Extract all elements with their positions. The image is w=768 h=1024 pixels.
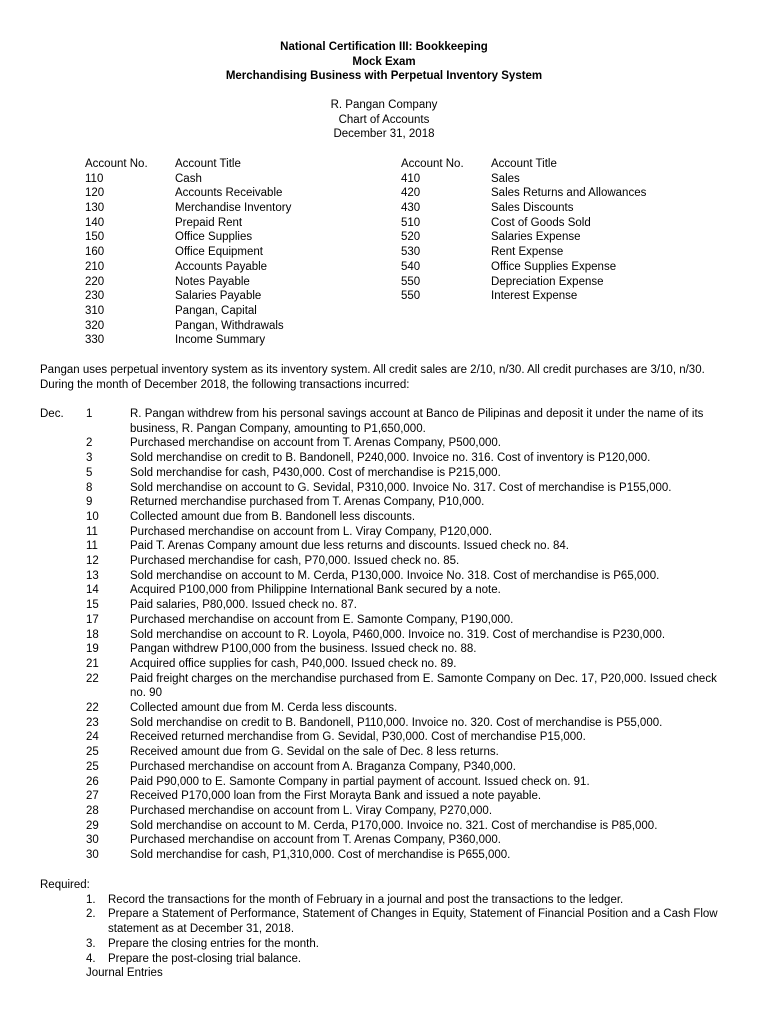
account-number: 160 bbox=[85, 246, 105, 259]
document-title: Chart of Accounts bbox=[338, 113, 430, 126]
coa-row bbox=[401, 186, 721, 201]
coa-header-no: Account No. bbox=[401, 158, 464, 170]
transaction-day: 26 bbox=[86, 775, 99, 788]
coa-row bbox=[85, 216, 405, 231]
transaction-row bbox=[40, 598, 730, 613]
coa-row bbox=[85, 289, 405, 304]
transaction-row bbox=[40, 819, 730, 834]
coa-row bbox=[85, 186, 405, 201]
header-line-3: Merchandising Business with Perpetual Inventory System bbox=[225, 70, 543, 83]
transaction-text: R. Pangan withdrew from his personal savings account at Banco de Pilipinas and deposit it under the name of its business, R. Pangan Company, amounting to P1,650,000. bbox=[130, 408, 704, 435]
required-item-text: Prepare the post-closing trial balance. bbox=[108, 952, 302, 965]
transaction-row bbox=[40, 569, 730, 584]
account-title: Office Supplies Expense bbox=[491, 260, 617, 273]
account-title: Notes Payable bbox=[175, 275, 250, 288]
account-title: Rent Expense bbox=[491, 246, 564, 259]
coa-header-row bbox=[85, 157, 405, 172]
transaction-month bbox=[40, 804, 86, 819]
coa-header-title: Account Title bbox=[491, 158, 557, 170]
account-title: Salaries Payable bbox=[175, 290, 262, 303]
transaction-month bbox=[40, 451, 86, 466]
journal-entries-heading: Journal Entries bbox=[86, 967, 163, 980]
transaction-day: 23 bbox=[86, 716, 99, 729]
transaction-row bbox=[40, 716, 730, 731]
transaction-text: Paid T. Arenas Company amount due less returns and discounts. Issued check no. 84. bbox=[130, 540, 569, 553]
transaction-text: Received returned merchandise from G. Sevidal, P30,000. Cost of merchandise P15,000. bbox=[130, 731, 586, 744]
transaction-month bbox=[40, 613, 86, 628]
transaction-text: Sold merchandise on credit to B. Bandonell, P240,000. Invoice no. 316. Cost of inventory is P120,000. bbox=[130, 452, 651, 465]
transaction-text: Pangan withdrew P100,000 from the business. Issued check no. 88. bbox=[130, 643, 477, 656]
transaction-text: Purchased merchandise on account from T. Arenas Company, P500,000. bbox=[130, 437, 501, 450]
coa-row bbox=[401, 289, 721, 304]
required-item-number: 3. bbox=[86, 937, 96, 950]
transaction-day: 25 bbox=[86, 746, 99, 759]
transaction-month bbox=[40, 848, 86, 863]
transaction-row bbox=[40, 760, 730, 775]
account-number: 130 bbox=[85, 202, 105, 215]
transaction-row bbox=[40, 745, 730, 760]
transaction-row bbox=[40, 583, 730, 598]
required-item bbox=[86, 893, 730, 908]
coa-row bbox=[401, 275, 721, 290]
intro-paragraph: Pangan uses perpetual inventory system as its inventory system. All credit sales are 2/10, n/30. All credit purchases are 3/10, n/30. During the month of December 2018, the following transactions incurred: bbox=[40, 364, 705, 391]
transaction-text: Collected amount due from B. Bandonell less discounts. bbox=[130, 510, 416, 523]
transaction-row bbox=[40, 539, 730, 554]
transaction-month bbox=[40, 789, 86, 804]
transaction-text: Acquired P100,000 from Philippine International Bank secured by a note. bbox=[130, 584, 501, 597]
account-number: 310 bbox=[85, 304, 105, 317]
account-number: 140 bbox=[85, 216, 105, 229]
transaction-text: Purchased merchandise on account from L. Viray Company, P120,000. bbox=[130, 525, 493, 538]
transaction-month bbox=[40, 628, 86, 643]
transaction-month bbox=[40, 657, 86, 672]
transaction-day: 11 bbox=[86, 540, 98, 553]
required-item bbox=[86, 937, 730, 952]
transaction-month bbox=[40, 495, 86, 510]
company-name: R. Pangan Company bbox=[330, 99, 438, 111]
transaction-row bbox=[40, 510, 730, 525]
transaction-day: 9 bbox=[86, 496, 93, 509]
coa-row bbox=[85, 275, 405, 290]
transaction-month bbox=[40, 583, 86, 598]
account-title: Sales Returns and Allowances bbox=[491, 187, 647, 200]
transaction-text: Collected amount due from M. Cerda less discounts. bbox=[130, 702, 398, 715]
transaction-text: Sold merchandise on credit to B. Bandonell, P110,000. Invoice no. 320. Cost of merchandise is P55,000. bbox=[130, 716, 663, 729]
transaction-row bbox=[40, 730, 730, 745]
transaction-text: Paid P90,000 to E. Samonte Company in partial payment of account. Issued check on. 91. bbox=[130, 775, 590, 788]
account-number: 530 bbox=[401, 246, 421, 259]
transaction-month bbox=[40, 436, 86, 451]
transaction-text: Returned merchandise purchased from T. Arenas Company, P10,000. bbox=[130, 496, 485, 509]
transaction-month bbox=[40, 819, 86, 834]
account-number: 550 bbox=[401, 275, 421, 288]
required-item-text: Prepare the closing entries for the month. bbox=[108, 937, 319, 950]
transaction-row bbox=[40, 672, 730, 701]
account-number: 210 bbox=[85, 260, 105, 273]
transaction-row bbox=[40, 481, 730, 496]
transaction-row bbox=[40, 657, 730, 672]
account-title: Merchandise Inventory bbox=[175, 202, 292, 215]
account-number: 230 bbox=[85, 290, 105, 303]
transaction-row bbox=[40, 525, 730, 540]
account-number: 320 bbox=[85, 319, 105, 332]
account-title: Pangan, Withdrawals bbox=[175, 319, 284, 332]
transaction-text: Sold merchandise on account to G. Sevidal, P310,000. Invoice No. 317. Cost of merchandise is P155,000. bbox=[130, 481, 672, 494]
transaction-text: Paid salaries, P80,000. Issued check no. 87. bbox=[130, 599, 357, 612]
required-item-number: 4. bbox=[86, 952, 96, 965]
transaction-row bbox=[40, 775, 730, 790]
transaction-row bbox=[40, 701, 730, 716]
transaction-month bbox=[40, 672, 86, 701]
transaction-day: 28 bbox=[86, 804, 99, 817]
transaction-row bbox=[40, 804, 730, 819]
transaction-text: Purchased merchandise on account from T. Arenas Company, P360,000. bbox=[130, 834, 501, 847]
transaction-text: Purchased merchandise on account from L. Viray Company, P270,000. bbox=[130, 804, 493, 817]
transaction-row bbox=[40, 833, 730, 848]
required-item-text: Prepare a Statement of Performance, Statement of Changes in Equity, Statement of Financial Position and a Cash Flow statement as at December 31, 2018. bbox=[108, 908, 718, 936]
account-title: Prepaid Rent bbox=[175, 216, 243, 229]
coa-header-row bbox=[401, 157, 721, 172]
transaction-text: Received P170,000 loan from the First Morayta Bank and issued a note payable. bbox=[130, 790, 542, 803]
transaction-text: Sold merchandise for cash, P1,310,000. Cost of merchandise is P655,000. bbox=[130, 849, 511, 862]
transaction-day: 12 bbox=[86, 555, 99, 568]
transaction-row bbox=[40, 495, 730, 510]
account-number: 420 bbox=[401, 187, 421, 200]
transaction-day: 15 bbox=[86, 599, 99, 612]
account-number: 120 bbox=[85, 187, 105, 200]
transaction-month bbox=[40, 525, 86, 540]
coa-row bbox=[401, 260, 721, 275]
transaction-month bbox=[40, 569, 86, 584]
transaction-day: 29 bbox=[86, 819, 99, 832]
transaction-text: Sold merchandise on account to M. Cerda, P130,000. Invoice No. 318. Cost of merchandise is P65,000. bbox=[130, 569, 660, 582]
account-title: Salaries Expense bbox=[491, 231, 581, 244]
account-number: 330 bbox=[85, 334, 105, 347]
coa-header-no: Account No. bbox=[85, 158, 148, 170]
transaction-month bbox=[40, 760, 86, 775]
transaction-month bbox=[40, 833, 86, 848]
document-date: December 31, 2018 bbox=[333, 128, 435, 141]
transaction-day: 22 bbox=[86, 672, 99, 685]
account-number: 430 bbox=[401, 202, 421, 215]
transaction-month: Dec. bbox=[40, 408, 64, 420]
transaction-month bbox=[40, 730, 86, 745]
transaction-month bbox=[40, 716, 86, 731]
required-section bbox=[40, 878, 730, 981]
account-title: Office Supplies bbox=[175, 231, 253, 244]
transaction-month bbox=[40, 539, 86, 554]
transaction-month bbox=[40, 554, 86, 569]
account-number: 510 bbox=[401, 216, 421, 229]
transaction-day: 14 bbox=[86, 584, 99, 597]
transaction-day: 24 bbox=[86, 731, 99, 744]
transaction-text: Purchased merchandise on account from A. Braganza Company, P340,000. bbox=[130, 760, 516, 773]
company-heading bbox=[0, 98, 768, 142]
account-title: Cash bbox=[175, 172, 202, 185]
transaction-row bbox=[40, 613, 730, 628]
transaction-row bbox=[40, 848, 730, 863]
transaction-text: Acquired office supplies for cash, P40,000. Issued check no. 89. bbox=[130, 657, 457, 670]
transaction-day: 1 bbox=[86, 408, 93, 420]
account-number: 540 bbox=[401, 260, 421, 273]
required-item-number: 1. bbox=[86, 893, 96, 906]
required-item bbox=[86, 907, 730, 936]
transaction-text: Purchased merchandise for cash, P70,000. Issued check no. 85. bbox=[130, 555, 460, 568]
account-number: 220 bbox=[85, 275, 105, 288]
coa-row bbox=[401, 230, 721, 245]
transaction-month bbox=[40, 598, 86, 613]
coa-row bbox=[85, 319, 405, 334]
account-title: Accounts Payable bbox=[175, 260, 268, 273]
transaction-day: 25 bbox=[86, 760, 99, 773]
transaction-list bbox=[40, 407, 730, 863]
coa-row bbox=[401, 172, 721, 187]
required-label: Required: bbox=[40, 879, 90, 891]
transaction-text: Paid freight charges on the merchandise purchased from E. Samonte Company on Dec. 17, P20,000. Issued check no. 90 bbox=[130, 672, 717, 700]
coa-row bbox=[85, 304, 405, 319]
transaction-text: Sold merchandise for cash, P430,000. Cost of merchandise is P215,000. bbox=[130, 466, 501, 479]
transaction-month bbox=[40, 775, 86, 790]
account-title: Accounts Receivable bbox=[175, 187, 283, 200]
transaction-month bbox=[40, 701, 86, 716]
required-item-number: 2. bbox=[86, 908, 96, 921]
transaction-day: 13 bbox=[86, 569, 99, 582]
coa-row bbox=[85, 245, 405, 260]
account-title: Office Equipment bbox=[175, 246, 264, 259]
transaction-day: 11 bbox=[86, 525, 98, 538]
header-line-1: National Certification III: Bookkeeping bbox=[280, 41, 488, 53]
required-item bbox=[86, 952, 730, 967]
transaction-month bbox=[40, 642, 86, 657]
required-item-text: Record the transactions for the month of February in a journal and post the transactions to the ledger. bbox=[108, 893, 624, 906]
transaction-day: 3 bbox=[86, 452, 93, 465]
transaction-month bbox=[40, 481, 86, 496]
coa-row bbox=[401, 216, 721, 231]
transaction-text: Received amount due from G. Sevidal on the sale of Dec. 8 less returns. bbox=[130, 746, 499, 759]
account-number: 150 bbox=[85, 231, 105, 244]
transaction-text: Sold merchandise on account to M. Cerda, P170,000. Invoice no. 321. Cost of merchandise is P85,000. bbox=[130, 819, 658, 832]
transaction-text: Purchased merchandise on account from E. Samonte Company, P190,000. bbox=[130, 613, 514, 626]
transaction-day: 21 bbox=[86, 657, 99, 670]
transaction-row bbox=[40, 628, 730, 643]
transaction-row bbox=[40, 451, 730, 466]
transaction-day: 30 bbox=[86, 849, 99, 862]
transaction-text: Sold merchandise on account to R. Loyola, P460,000. Invoice no. 319. Cost of merchandise is P230,000. bbox=[130, 628, 666, 641]
account-title: Depreciation Expense bbox=[491, 275, 604, 288]
transaction-row bbox=[40, 436, 730, 451]
account-number: 110 bbox=[85, 172, 104, 185]
transaction-month bbox=[40, 510, 86, 525]
transaction-row bbox=[40, 554, 730, 569]
transaction-day: 5 bbox=[86, 466, 93, 479]
chart-of-accounts-left bbox=[85, 157, 405, 348]
account-title: Income Summary bbox=[175, 334, 266, 347]
transaction-day: 2 bbox=[86, 437, 93, 450]
coa-row bbox=[85, 333, 405, 348]
coa-row bbox=[401, 245, 721, 260]
transaction-day: 30 bbox=[86, 834, 99, 847]
account-number: 410 bbox=[401, 172, 421, 185]
transaction-day: 19 bbox=[86, 643, 99, 656]
account-title: Sales Discounts bbox=[491, 202, 574, 215]
account-title: Interest Expense bbox=[491, 290, 578, 303]
transaction-day: 8 bbox=[86, 481, 93, 494]
account-title: Sales bbox=[491, 172, 520, 185]
transaction-day: 10 bbox=[86, 510, 99, 523]
transaction-row bbox=[40, 407, 730, 436]
account-title: Pangan, Capital bbox=[175, 304, 257, 317]
coa-row bbox=[401, 201, 721, 216]
transaction-row bbox=[40, 789, 730, 804]
chart-of-accounts-right bbox=[401, 157, 721, 304]
account-number: 520 bbox=[401, 231, 421, 244]
coa-row bbox=[85, 230, 405, 245]
account-number: 550 bbox=[401, 290, 421, 303]
header-line-2: Mock Exam bbox=[352, 55, 416, 68]
transaction-month bbox=[40, 466, 86, 481]
transaction-row bbox=[40, 642, 730, 657]
transaction-day: 27 bbox=[86, 790, 99, 803]
account-title: Cost of Goods Sold bbox=[491, 216, 591, 229]
transaction-day: 22 bbox=[86, 702, 99, 715]
transaction-day: 17 bbox=[86, 613, 99, 626]
transaction-day: 18 bbox=[86, 628, 99, 641]
coa-row bbox=[85, 260, 405, 275]
transaction-month bbox=[40, 745, 86, 760]
coa-row bbox=[85, 172, 405, 187]
coa-header-title: Account Title bbox=[175, 158, 241, 170]
transaction-row bbox=[40, 466, 730, 481]
exam-header bbox=[0, 40, 768, 84]
coa-row bbox=[85, 201, 405, 216]
